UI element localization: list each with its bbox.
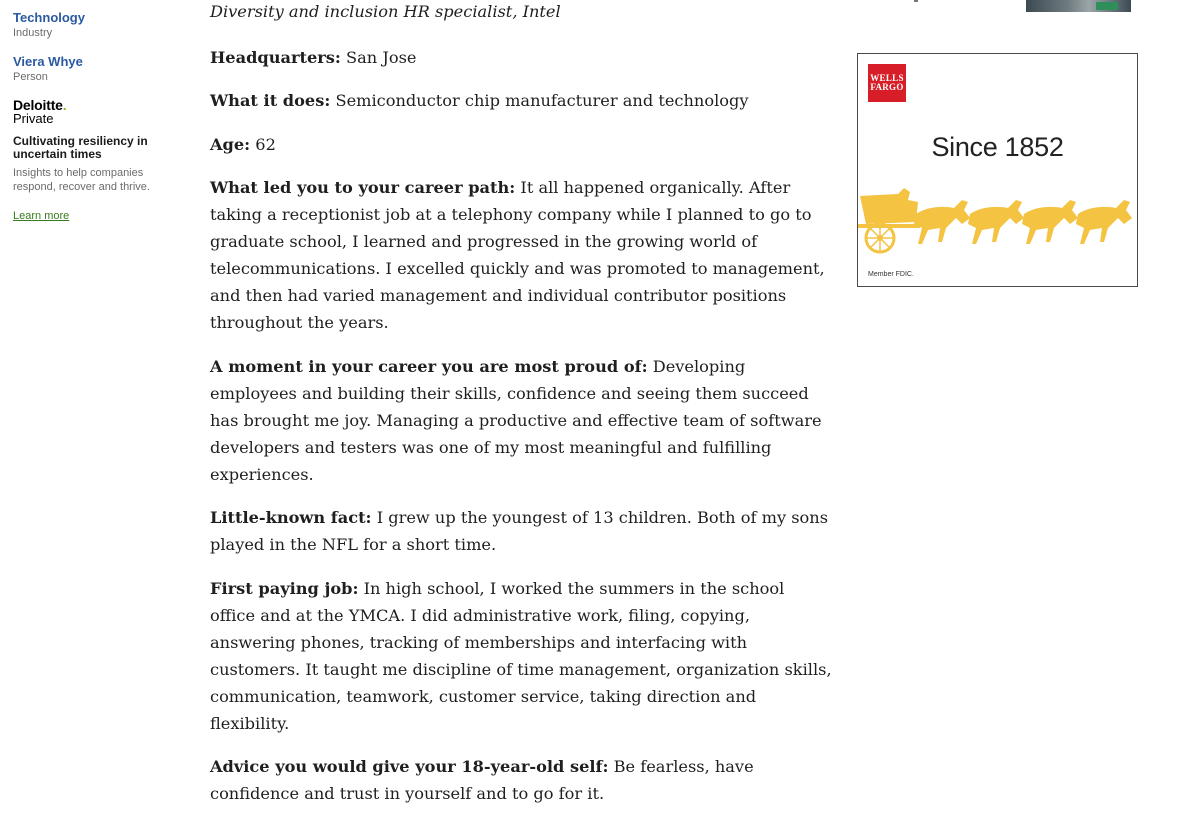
tag-name-link[interactable]: Technology <box>13 10 85 25</box>
qa-little-known-fact <box>210 504 832 558</box>
qa-career-path <box>210 174 832 336</box>
article-body <box>210 0 832 824</box>
tag-name-link[interactable]: Viera Whye <box>13 54 83 69</box>
ad-thumbnail-image[interactable] <box>1026 0 1131 12</box>
learn-more-link[interactable]: Learn more <box>13 210 70 222</box>
wells-fargo-logo: WELLS FARGO <box>868 64 906 102</box>
tag-person[interactable] <box>13 54 183 84</box>
tag-type-label: Person <box>13 71 48 83</box>
qa-label: Headquarters: <box>210 47 341 67</box>
ad-top-fragment <box>914 0 918 2</box>
qa-text: In high school, I worked the summers in the school office and at the YMCA. I did administrative work, filing, copying, answering phones, tracking of memberships and interfacing with customers. It taught me discipline of time management, organization skills, communication, teamwork, customer service, taking direction and flexibility. <box>210 578 832 733</box>
sponsor-card[interactable] <box>13 98 183 224</box>
stagecoach-illustration <box>858 184 1137 262</box>
qa-label: What it does: <box>210 91 331 110</box>
ad-fine-print: Member FDIC. <box>868 271 914 278</box>
left-rail <box>13 10 183 224</box>
qa-label: Little-known fact: <box>210 508 372 527</box>
qa-what-it-does <box>210 87 832 114</box>
qa-text: Be fearless, have confidence and trust in yourself and to go for it. <box>210 757 754 803</box>
qa-text: Semiconductor chip manufacturer and technology <box>330 91 749 110</box>
wells-fargo-ad[interactable] <box>857 53 1138 287</box>
qa-age <box>210 131 832 158</box>
qa-headquarters <box>210 44 832 71</box>
qa-proud-moment <box>210 353 832 488</box>
sponsor-headline[interactable]: Cultivating resiliency in uncertain times <box>13 134 148 161</box>
qa-label: Advice you would give your 18-year-old self: <box>210 757 609 776</box>
qa-label: Age: <box>210 134 251 154</box>
qa-advice <box>210 753 832 807</box>
qa-label: What led you to your career path: <box>210 178 516 197</box>
qa-text: I grew up the youngest of 13 children. Both of my sons played in the NFL for a short time. <box>210 508 829 554</box>
qa-first-job <box>210 575 832 737</box>
tag-type-label: Industry <box>13 27 53 39</box>
role-line: Diversity and inclusion HR specialist, Intel <box>210 2 561 21</box>
deloitte-logo: Deloitte. <box>13 97 67 113</box>
tag-technology[interactable] <box>13 10 183 40</box>
qa-text: 62 <box>250 134 276 154</box>
qa-text: It all happened organically. After taking a receptionist job at a telephony company while I planned to go to graduate school, I learned and progressed in the growing world of telecommunications. I excelled quickly and was promoted to management, and then had varied management and individual contributor positions throughout the years. <box>210 178 825 332</box>
qa-text: Developing employees and building their skills, confidence and seeing them succeed has brought me joy. Managing a productive and effective team of software developers and testers was one of my most meaningful and fulfilling experiences. <box>210 356 822 484</box>
qa-label: A moment in your career you are most proud of: <box>210 356 648 376</box>
qa-label: First paying job: <box>210 578 359 598</box>
sponsor-description: Insights to help companies respond, recover and thrive. <box>13 167 150 193</box>
deloitte-logo-sub: Private <box>13 111 54 126</box>
qa-text: San Jose <box>340 47 417 67</box>
ad-tagline: Since 1852 <box>931 132 1064 162</box>
